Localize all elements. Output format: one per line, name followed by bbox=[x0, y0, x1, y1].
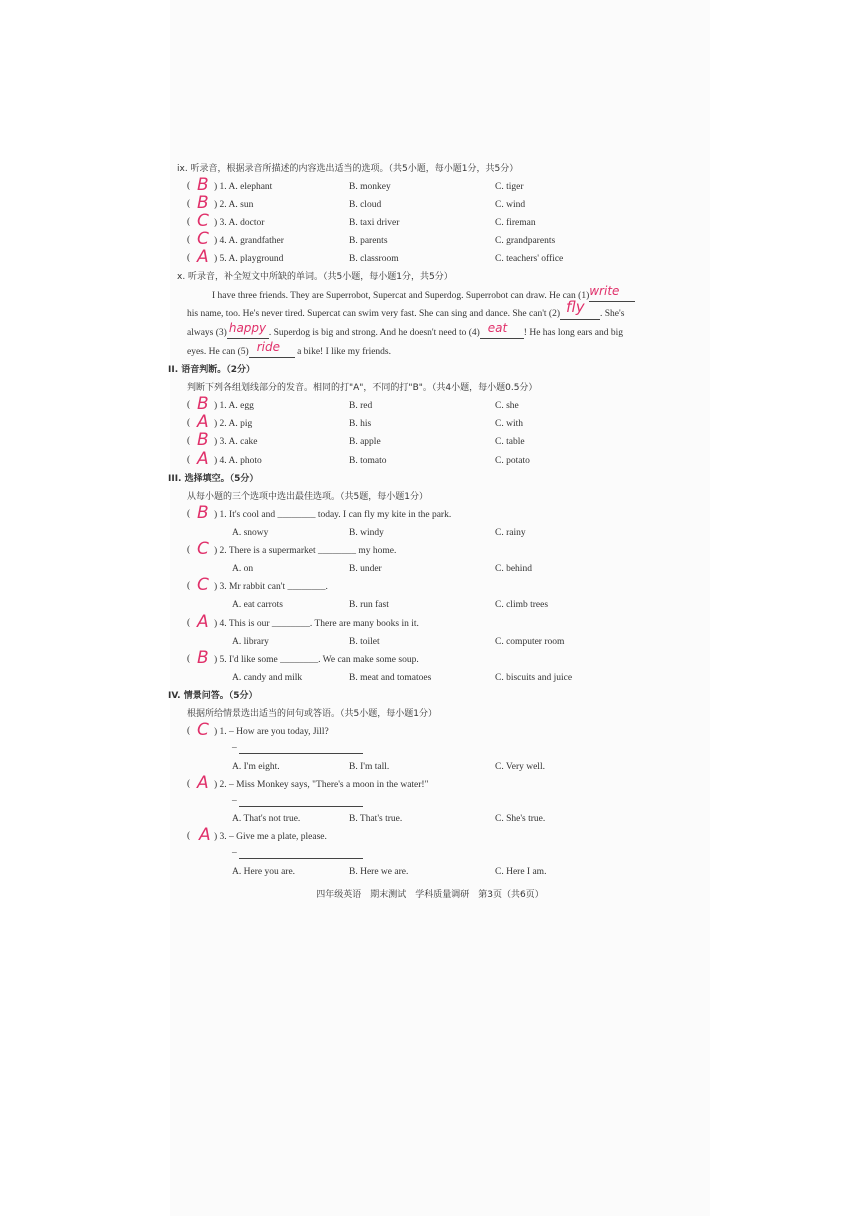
option-c: C. biscuits and juice bbox=[495, 673, 573, 683]
option-a: A. That's not true. bbox=[232, 814, 301, 824]
option-b: B. parents bbox=[349, 236, 388, 246]
question-stem: ) 3. – Give me a plate, please. bbox=[214, 832, 327, 842]
handwritten-answer: B bbox=[197, 503, 209, 523]
paren-open: ( bbox=[187, 235, 191, 245]
paren-open: ( bbox=[187, 400, 191, 410]
option-a: A. eat carrots bbox=[232, 600, 283, 610]
option-c: C. with bbox=[495, 419, 523, 429]
section-iv-instruction: 根据所给情景选出适当的问句或答语。（共5小题，每小题1分） bbox=[187, 709, 437, 719]
section-ix-title: ix. 听录音，根据录音所描述的内容选出适当的选项。（共5小题，每小题1分，共5分） bbox=[177, 164, 519, 174]
question-number: ) 1. A. elephant bbox=[214, 182, 273, 192]
answer-blank bbox=[239, 848, 363, 859]
blank-5 bbox=[249, 340, 295, 358]
option-b: B. meat and tomatoes bbox=[349, 673, 432, 683]
option-a: A. Here you are. bbox=[232, 867, 296, 877]
handwritten-answer: B bbox=[197, 175, 209, 195]
option-b: B. apple bbox=[349, 437, 381, 447]
handwritten-word: ride bbox=[256, 340, 280, 354]
question-number: ) 5. A. playground bbox=[214, 254, 284, 264]
passage-text: eyes. He can (5) bbox=[187, 347, 249, 357]
blank-4 bbox=[480, 321, 524, 339]
option-b: B. tomato bbox=[349, 456, 387, 466]
option-c: C. computer room bbox=[495, 637, 565, 647]
option-c: C. wind bbox=[495, 200, 526, 210]
handwritten-answer: C bbox=[197, 720, 209, 740]
handwritten-word: fly bbox=[566, 298, 585, 316]
option-b: B. his bbox=[349, 419, 372, 429]
answer-line: – bbox=[232, 742, 363, 754]
passage-line-3 bbox=[187, 321, 623, 339]
option-c: C. tiger bbox=[495, 182, 524, 192]
handwritten-answer: C bbox=[197, 539, 209, 559]
question-stem: ) 1. It's cool and ________ today. I can fly my kite in the park. bbox=[214, 510, 452, 520]
section-iii-instruction: 从每小题的三个选项中选出最佳选项。（共5题，每小题1分） bbox=[187, 492, 428, 502]
blank-3 bbox=[227, 321, 269, 339]
option-c: C. grandparents bbox=[495, 236, 556, 246]
handwritten-answer: B bbox=[197, 648, 209, 668]
handwritten-answer: A bbox=[197, 247, 209, 267]
section-iii-title: III. 选择填空。（5分） bbox=[168, 474, 259, 484]
option-a: A. on bbox=[232, 564, 254, 574]
handwritten-answer: A bbox=[199, 825, 211, 845]
option-b: B. run fast bbox=[349, 600, 389, 610]
section-ii-title: II. 语音判断。（2分） bbox=[168, 365, 256, 375]
handwritten-answer: A bbox=[197, 449, 209, 469]
handwritten-answer: C bbox=[197, 575, 209, 595]
handwritten-answer: A bbox=[197, 412, 209, 432]
option-b: B. red bbox=[349, 401, 373, 411]
option-b: B. Here we are. bbox=[349, 867, 409, 877]
paren-open: ( bbox=[187, 217, 191, 227]
passage-text: . She's bbox=[600, 309, 625, 319]
option-c: C. climb trees bbox=[495, 600, 549, 610]
question-stem: ) 5. I'd like some ________. We can make some soup. bbox=[214, 655, 419, 665]
option-b: B. taxi driver bbox=[349, 218, 400, 228]
answer-line: – bbox=[232, 795, 363, 807]
question-stem: ) 3. Mr rabbit can't ________. bbox=[214, 582, 328, 592]
question-number: ) 4. A. photo bbox=[214, 456, 262, 466]
question-stem: ) 2. – Miss Monkey says, "There's a moon in the water!" bbox=[214, 780, 429, 790]
handwritten-answer: C bbox=[197, 229, 209, 249]
option-a: A. I'm eight. bbox=[232, 762, 280, 772]
paren-open: ( bbox=[187, 253, 191, 263]
passage-line-4 bbox=[187, 340, 392, 358]
option-b: B. windy bbox=[349, 528, 384, 538]
option-c: C. Here I am. bbox=[495, 867, 547, 877]
blank-2 bbox=[560, 298, 600, 320]
option-b: B. classroom bbox=[349, 254, 399, 264]
paren-open: ( bbox=[187, 618, 191, 628]
option-c: C. teachers' office bbox=[495, 254, 564, 264]
paren-open: ( bbox=[187, 455, 191, 465]
option-b: B. cloud bbox=[349, 200, 382, 210]
option-b: B. I'm tall. bbox=[349, 762, 390, 772]
handwritten-answer: B bbox=[197, 430, 209, 450]
answer-blank bbox=[239, 743, 363, 754]
question-number: ) 3. A. doctor bbox=[214, 218, 265, 228]
paren-open: ( bbox=[187, 509, 191, 519]
paren-open: ( bbox=[187, 181, 191, 191]
section-iv-title: IV. 情景问答。（5分） bbox=[168, 691, 258, 701]
handwritten-answer: B bbox=[197, 193, 209, 213]
question-number: ) 2. A. pig bbox=[214, 419, 253, 429]
option-c: C. fireman bbox=[495, 218, 536, 228]
option-c: C. Very well. bbox=[495, 762, 545, 772]
question-stem: ) 2. There is a supermarket ________ my home. bbox=[214, 546, 397, 556]
option-c: C. rainy bbox=[495, 528, 526, 538]
question-number: ) 4. A. grandfather bbox=[214, 236, 284, 246]
handwritten-answer: B bbox=[197, 394, 209, 414]
option-b: B. monkey bbox=[349, 182, 391, 192]
handwritten-word: eat bbox=[487, 321, 508, 335]
question-stem: ) 4. This is our ________. There are many books in it. bbox=[214, 619, 419, 629]
page-footer: 四年级英语 期末测试 学科质量调研 第3页（共6页） bbox=[316, 890, 544, 900]
passage-text: a bike! I like my friends. bbox=[297, 347, 392, 357]
question-stem: ) 1. – How are you today, Jill? bbox=[214, 727, 329, 737]
passage-text: ! He has long ears and big bbox=[523, 328, 623, 338]
option-c: C. table bbox=[495, 437, 525, 447]
option-c: C. potato bbox=[495, 456, 530, 466]
handwritten-answer: A bbox=[197, 773, 209, 793]
handwritten-answer: A bbox=[197, 612, 209, 632]
option-a: A. library bbox=[232, 637, 269, 647]
paren-open: ( bbox=[187, 436, 191, 446]
option-b: B. under bbox=[349, 564, 382, 574]
passage-text: always (3) bbox=[187, 328, 227, 338]
paren-open: ( bbox=[187, 831, 191, 841]
paren-open: ( bbox=[187, 199, 191, 209]
blank-1 bbox=[589, 284, 635, 302]
section-x-title: x. 听录音，补全短文中所缺的单词。（共5小题，每小题1分，共5分） bbox=[177, 272, 453, 282]
handwritten-word: write bbox=[589, 284, 620, 298]
question-number: ) 2. A. sun bbox=[214, 200, 254, 210]
handwritten-answer: C bbox=[197, 211, 209, 231]
question-number: ) 3. A. cake bbox=[214, 437, 258, 447]
option-c: C. behind bbox=[495, 564, 532, 574]
paren-open: ( bbox=[187, 779, 191, 789]
option-b: B. toilet bbox=[349, 637, 380, 647]
option-a: A. snowy bbox=[232, 528, 269, 538]
answer-line: – bbox=[232, 847, 363, 859]
option-c: C. she bbox=[495, 401, 519, 411]
paren-open: ( bbox=[187, 418, 191, 428]
paren-open: ( bbox=[187, 581, 191, 591]
paren-open: ( bbox=[187, 726, 191, 736]
option-c: C. She's true. bbox=[495, 814, 546, 824]
passage-text: I have three friends. They are Superrobot, Supercat and Superdog. Superrobot can draw. He can (1) bbox=[212, 291, 590, 301]
paren-open: ( bbox=[187, 654, 191, 664]
passage-text: his name, too. He's never tired. Supercat can swim very fast. She can sing and dance. She can't (2) bbox=[187, 309, 561, 319]
section-ii-instruction: 判断下列各组划线部分的发音。相同的打"A"，不同的打"B"。（共4小题，每小题0.5分） bbox=[187, 383, 538, 393]
option-a: A. candy and milk bbox=[232, 673, 303, 683]
option-b: B. That's true. bbox=[349, 814, 403, 824]
answer-blank bbox=[239, 796, 363, 807]
paren-open: ( bbox=[187, 545, 191, 555]
passage-line-2 bbox=[187, 298, 625, 320]
handwritten-word: happy bbox=[228, 321, 267, 335]
question-number: ) 1. A. egg bbox=[214, 401, 254, 411]
passage-text: . Superdog is big and strong. And he doesn't need to (4) bbox=[268, 328, 480, 338]
